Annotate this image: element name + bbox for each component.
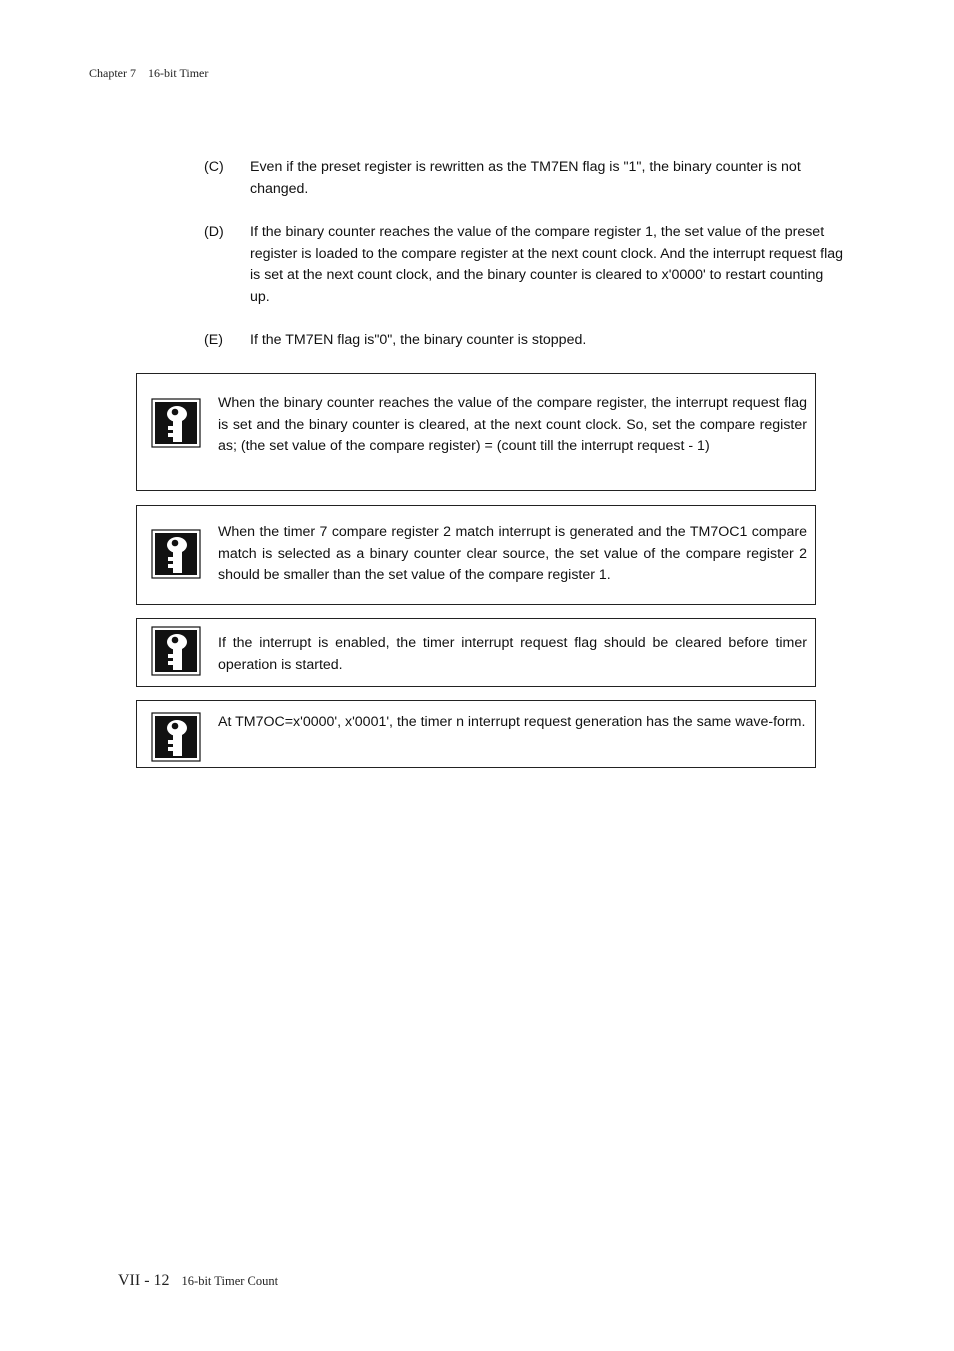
note-text: When the timer 7 compare register 2 match interrupt is generated and the TM7OC1 compare match is selected as a binary counter clear source, the set value of the compare register 2 should be smaller than the set value of the compare register 1. bbox=[218, 524, 807, 584]
item-text: If the binary counter reaches the value of the compare register 1, the set value of the preset register is loaded to the compare register at the next count clock. And the interrupt request flag is set at the next count clock, and the binary counter is cleared to x'0000' to restart counting up. bbox=[250, 224, 844, 305]
note-text: When the binary counter reaches the value of the compare register, the interrupt request flag is set and the binary counter is cleared, at the next count clock. So, set the compare register as; (the set value of the compare register) = (count till the interrupt request - 1) bbox=[218, 395, 807, 455]
key-icon bbox=[151, 712, 201, 762]
item-text: Even if the preset register is rewritten as the TM7EN flag is "1", the binary counter is not changed. bbox=[250, 159, 801, 197]
note-box bbox=[136, 373, 816, 491]
page-footer bbox=[118, 1272, 278, 1290]
page-header bbox=[89, 66, 208, 81]
list-item-c bbox=[204, 157, 844, 200]
note-text: At TM7OC=x'0000', x'0001', the timer n interrupt request generation has the same wave-form. bbox=[218, 714, 806, 730]
list-item-e bbox=[204, 330, 844, 352]
list-item-d bbox=[204, 222, 844, 308]
item-text: If the TM7EN flag is"0", the binary counter is stopped. bbox=[250, 332, 587, 348]
section-title: 16-bit Timer Count bbox=[181, 1274, 279, 1288]
key-icon bbox=[151, 398, 201, 448]
key-icon bbox=[151, 529, 201, 579]
key-icon bbox=[151, 626, 201, 676]
item-letter: (C) bbox=[204, 159, 224, 175]
chapter-title: 16-bit Timer bbox=[148, 66, 209, 80]
item-letter: (D) bbox=[204, 224, 224, 240]
note-text: If the interrupt is enabled, the timer interrupt request flag should be cleared before timer operation is started. bbox=[218, 635, 807, 673]
note-box bbox=[136, 700, 816, 768]
item-letter: (E) bbox=[204, 332, 223, 348]
page-number: VII - 12 bbox=[118, 1272, 170, 1289]
chapter-label: Chapter 7 bbox=[89, 66, 136, 80]
note-box bbox=[136, 505, 816, 605]
note-box bbox=[136, 618, 816, 687]
